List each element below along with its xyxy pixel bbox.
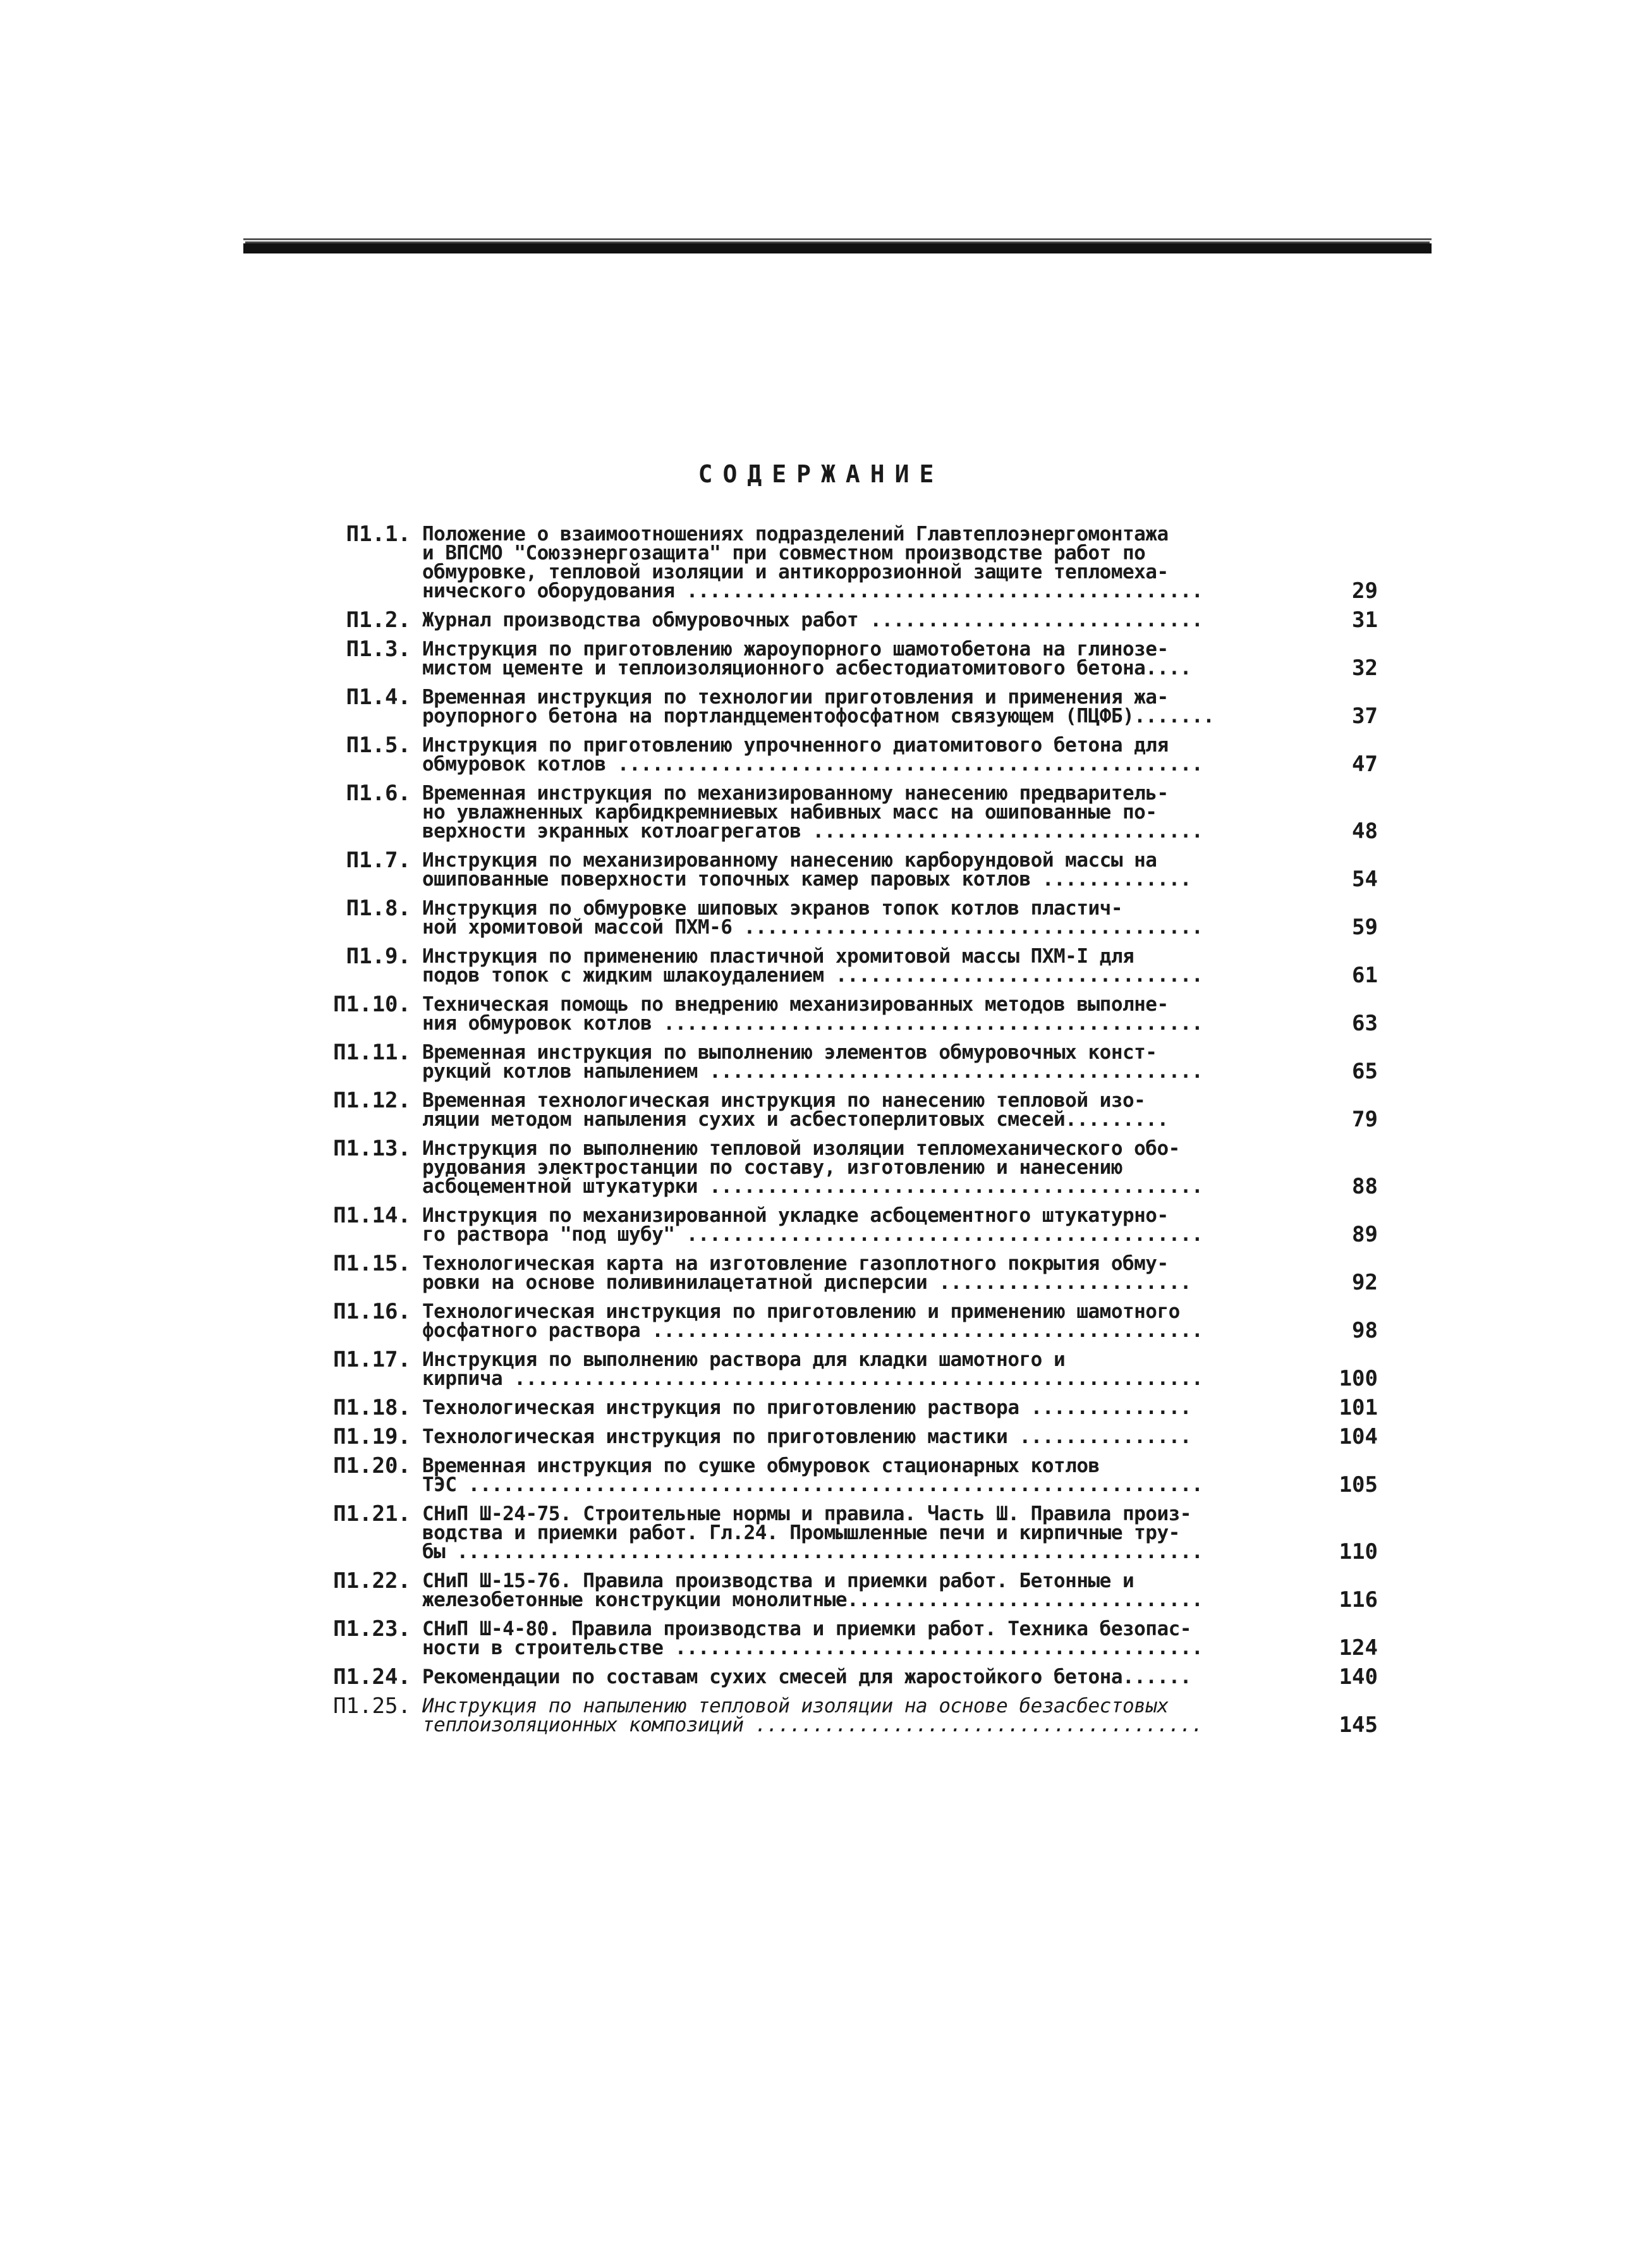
entry-title: Рекомендации по составам сухих смесей для жаростойкого бетона...... — [422, 1666, 1191, 1688]
entry-title: Временная инструкция по механизированному нанесению предваритель- но увлажненных карбидкремниевых набивных масс на ошипованные по- верхности экранных котлоагрегатов .................................. — [422, 782, 1203, 843]
entry-page: 47 — [1352, 752, 1378, 777]
entry-title: СНиП Ш-15-76. Правила производства и приемки работ. Бетонные и железобетонные конструкции монолитные............................... — [422, 1570, 1203, 1611]
entry-number: П1.5. — [346, 733, 411, 758]
toc-entry — [316, 1501, 1403, 1564]
entry-number: П1.3. — [346, 637, 411, 662]
entry-page: 54 — [1352, 867, 1378, 892]
entry-title: Журнал производства обмуровочных работ ............................. — [422, 609, 1203, 631]
entry-number: П1.23. — [333, 1616, 411, 1642]
entry-page: 110 — [1339, 1539, 1378, 1564]
toc-entry — [316, 1088, 1403, 1132]
toc-entry — [316, 781, 1403, 844]
entry-title: Инструкция по выполнению раствора для кладки шамотного и кирпича ............................................................ — [422, 1348, 1203, 1390]
entry-number: П1.22. — [333, 1568, 411, 1594]
entry-title: Инструкция по напылению тепловой изоляции на основе безасбестовых теплоизоляционных композиций ....................................... — [422, 1695, 1203, 1736]
entry-page: 101 — [1339, 1395, 1378, 1420]
entry-number: П1.14. — [333, 1203, 411, 1228]
toc-entry — [316, 733, 1403, 777]
entry-page: 104 — [1339, 1424, 1378, 1449]
entry-page: 37 — [1352, 704, 1378, 729]
entry-page: 116 — [1339, 1587, 1378, 1613]
entry-number: П1.6. — [346, 781, 411, 806]
entry-page: 98 — [1352, 1318, 1378, 1343]
entry-title: Временная инструкция по выполнению элементов обмуровочных конст- рукций котлов напылением ........................................... — [422, 1041, 1203, 1083]
entry-page: 92 — [1352, 1270, 1378, 1295]
toc-entry — [316, 1251, 1403, 1295]
toc-entry — [316, 1347, 1403, 1391]
entry-number: П1.8. — [346, 896, 411, 921]
entry-title: Временная инструкция по сушке обмуровок стационарных котлов ТЭС ................................................................ — [422, 1454, 1203, 1496]
entry-title: СНиП Ш-24-75. Строительные нормы и правила. Часть Ш. Правила произ- водства и приемки работ. Гл.24. Промышленные печи и кирпичные тру- бы ................................................................. — [422, 1503, 1203, 1563]
toc-entry — [316, 992, 1403, 1036]
toc-entry — [316, 1424, 1403, 1449]
entry-page: 88 — [1352, 1174, 1378, 1199]
toc-entry — [316, 1136, 1403, 1199]
entry-number: П1.12. — [333, 1088, 411, 1113]
entry-number: П1.20. — [333, 1453, 411, 1478]
entry-page: 59 — [1352, 915, 1378, 940]
toc-entry — [316, 1453, 1403, 1497]
toc-entry — [316, 1203, 1403, 1247]
entry-title: Инструкция по механизированной укладке асбоцементного штукатурно- го раствора "под шубу" ............................................. — [422, 1204, 1203, 1246]
entry-title: Инструкция по механизированному нанесению карборундовой массы на ошипованные поверхности топочных камер паровых котлов ............. — [422, 849, 1191, 891]
table-of-contents — [316, 521, 1403, 1745]
toc-entry — [316, 685, 1403, 729]
entry-page: 48 — [1352, 819, 1378, 844]
entry-page: 79 — [1352, 1107, 1378, 1132]
entry-number: П1.16. — [333, 1299, 411, 1324]
entry-title: Положение о взаимоотношениях подразделений Главтеплоэнергомонтажа и ВПСМО "Союзэнергозащита" при совместном производстве работ по обмуровке, тепловой изоляции и антикоррозионной защите тепломеха- нического оборудования ............................................. — [422, 523, 1203, 602]
entry-title: Инструкция по применению пластичной хромитовой массы ПХМ-I для подов топок с жидким шлакоудалением ................................ — [422, 945, 1203, 987]
entry-number: П1.24. — [333, 1664, 411, 1690]
entry-number: П1.1. — [346, 521, 411, 547]
entry-number: П1.9. — [346, 944, 411, 969]
toc-entry — [316, 1664, 1403, 1690]
entry-title: Временная инструкция по технологии приготовления и применения жа- роупорного бетона на портландцементофосфатном связующем (ПЦФБ)....... — [422, 686, 1215, 728]
entry-title: Инструкция по приготовлению жароупорного шамотобетона на глинозе- мистом цементе и теплоизоляционного асбестодиатомитового бетона.... — [422, 638, 1191, 680]
entry-title: Инструкция по выполнению тепловой изоляции тепломеханического обо- рудования электростанции по составу, изготовлению и нанесению асбоцементной штукатурки ........................................... — [422, 1137, 1203, 1198]
entry-page: 145 — [1339, 1712, 1378, 1738]
toc-entry — [316, 521, 1403, 604]
entry-number: П1.13. — [333, 1136, 411, 1161]
entry-title: Технологическая инструкция по приготовлению и применению шамотного фосфатного раствора ................................................ — [422, 1300, 1203, 1342]
entry-page: 65 — [1352, 1059, 1378, 1084]
toc-entry — [316, 637, 1403, 681]
entry-number: П1.4. — [346, 685, 411, 710]
entry-title: СНиП Ш-4-80. Правила производства и приемки работ. Техника безопас- ности в строительстве .............................................. — [422, 1618, 1203, 1659]
entry-number: П1.18. — [333, 1395, 411, 1420]
entry-number: П1.19. — [333, 1424, 411, 1449]
entry-title: Инструкция по приготовлению упрочненного диатомитового бетона для обмуровок котлов ................................................... — [422, 734, 1203, 776]
page-title: СОДЕРЖАНИЕ — [698, 460, 944, 488]
entry-page: 140 — [1339, 1664, 1378, 1690]
entry-page: 61 — [1352, 963, 1378, 988]
toc-entry — [316, 607, 1403, 633]
entry-page: 32 — [1352, 655, 1378, 681]
entry-number: П1.15. — [333, 1251, 411, 1276]
entry-title: Технологическая инструкция по приготовлению раствора .............. — [422, 1396, 1191, 1419]
entry-number: П1.11. — [333, 1040, 411, 1065]
entry-number: П1.25. — [333, 1693, 411, 1719]
entry-title: Технологическая карта на изготовление газоплотного покрытия обму- ровки на основе поливинилацетатной дисперсии ...................... — [422, 1252, 1191, 1294]
toc-entry — [316, 944, 1403, 988]
entry-number: П1.21. — [333, 1501, 411, 1527]
entry-page: 29 — [1352, 578, 1378, 604]
entry-number: П1.10. — [333, 992, 411, 1017]
toc-entry — [316, 1040, 1403, 1084]
entry-page: 105 — [1339, 1472, 1378, 1497]
entry-title: Временная технологическая инструкция по нанесению тепловой изо- ляции методом напыления сухих и асбестоперлитовых смесей......... — [422, 1089, 1169, 1131]
toc-entry — [316, 1395, 1403, 1420]
entry-title: Техническая помощь по внедрению механизированных методов выполне- ния обмуровок котлов ............................................... — [422, 993, 1203, 1035]
entry-page: 89 — [1352, 1222, 1378, 1247]
entry-number: П1.17. — [333, 1347, 411, 1372]
toc-entry — [316, 1693, 1403, 1738]
entry-title: Технологическая инструкция по приготовлению мастики ............... — [422, 1425, 1191, 1448]
entry-number: П1.2. — [346, 607, 411, 633]
entry-page: 31 — [1352, 607, 1378, 633]
toc-entry — [316, 848, 1403, 892]
toc-entry — [316, 896, 1403, 940]
toc-entry — [316, 1299, 1403, 1343]
entry-page: 63 — [1352, 1011, 1378, 1036]
toc-entry — [316, 1568, 1403, 1613]
entry-page: 124 — [1339, 1635, 1378, 1661]
entry-page: 100 — [1339, 1366, 1378, 1391]
entry-number: П1.7. — [346, 848, 411, 873]
header-rule — [243, 243, 1432, 253]
entry-title: Инструкция по обмуровке шиповых экранов топок котлов пластич- ной хромитовой массой ПХМ-6 ........................................ — [422, 897, 1203, 939]
toc-entry — [316, 1616, 1403, 1661]
